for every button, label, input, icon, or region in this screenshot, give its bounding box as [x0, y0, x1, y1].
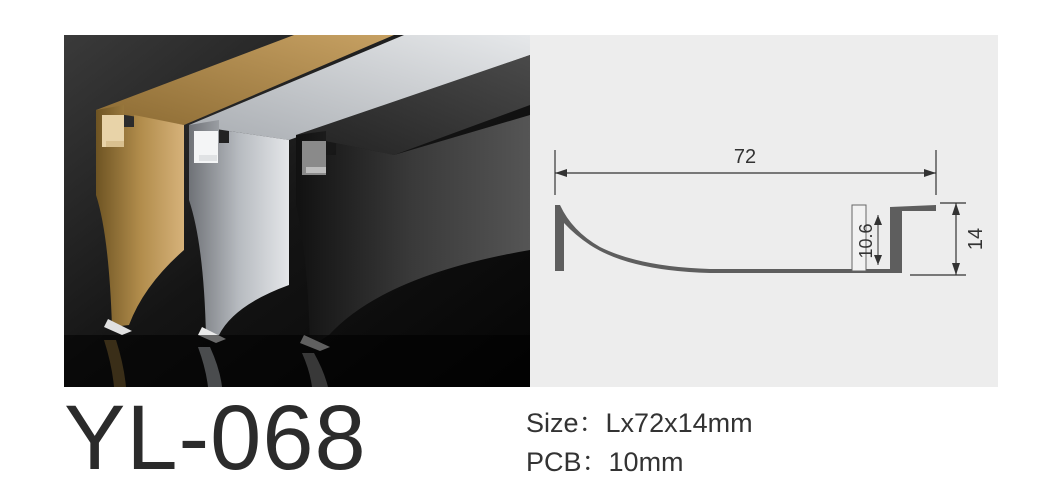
- spec-size-separator: ：: [578, 408, 606, 438]
- spec-pcb: [526, 447, 684, 477]
- inner-label: 10.6: [856, 223, 876, 259]
- spec-size-label: Size: [526, 408, 579, 438]
- product-photo: [64, 35, 530, 387]
- width-dimension: [555, 146, 936, 195]
- model-number: YL-068: [64, 387, 367, 489]
- spec-size-value: Lx72x14mm: [605, 408, 753, 438]
- cross-section-diagram: [530, 35, 998, 387]
- spec-pcb-separator: ：: [581, 447, 609, 477]
- profile-photo-render: [64, 35, 530, 387]
- spec-pcb-value: 10mm: [608, 447, 684, 477]
- height-dimension: [910, 203, 987, 275]
- height-label: 14: [965, 227, 987, 251]
- profile-cross-section: [530, 35, 998, 387]
- spec-pcb-label: PCB: [526, 447, 582, 477]
- spec-size: [526, 408, 753, 438]
- width-label: 72: [733, 146, 757, 168]
